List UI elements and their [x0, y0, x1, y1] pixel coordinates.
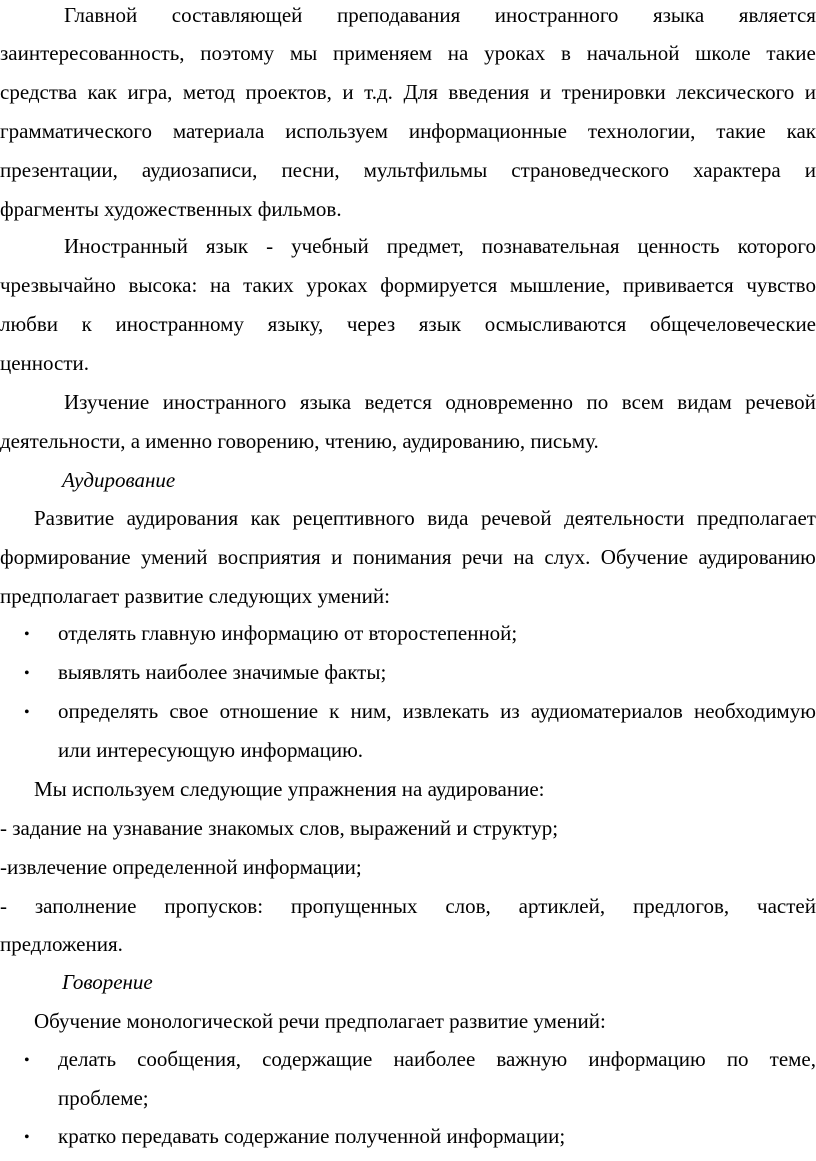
word: составляющей	[171, 3, 303, 27]
word: языка	[299, 390, 352, 414]
word: такие	[716, 119, 766, 143]
word: формирование	[0, 545, 131, 569]
word: видам	[677, 390, 732, 414]
word: делать	[58, 1047, 117, 1071]
word: технологии,	[587, 119, 696, 143]
word: -	[266, 234, 274, 258]
word: иностранному	[115, 312, 244, 336]
speaking-intro: Обучение монологической речи предполагает развитие умений:	[34, 1009, 606, 1033]
word: язык	[418, 312, 462, 336]
paragraph-2-line-4: ценности.	[0, 351, 90, 375]
word: к	[329, 699, 340, 723]
word: и	[331, 545, 343, 569]
paragraph-4-line-2	[0, 544, 816, 570]
word: ним,	[350, 699, 392, 723]
word: через	[346, 312, 396, 336]
word: осмысливаются	[484, 312, 627, 336]
word: понимания	[352, 545, 452, 569]
word: аудиозаписи,	[141, 158, 258, 182]
word: аудирования	[126, 506, 239, 530]
word: предлогов,	[632, 894, 730, 918]
word: общечеловеческие	[649, 312, 816, 336]
word: речи	[461, 545, 504, 569]
word: аудированию	[698, 545, 816, 569]
bullet-marker: •	[24, 1052, 30, 1069]
word: к	[81, 312, 92, 336]
paragraph-3-line-1	[64, 389, 816, 415]
word: начальной	[586, 41, 680, 65]
word: одновременно	[445, 390, 574, 414]
word: песни,	[281, 158, 340, 182]
word: умений	[140, 545, 208, 569]
word: иностранного	[494, 3, 619, 27]
paragraph-1-line-2	[0, 40, 816, 66]
word: уроках	[484, 41, 546, 65]
word: языка	[652, 3, 705, 27]
word: пропусков:	[164, 894, 264, 918]
word: т.д.	[364, 80, 393, 104]
word: важную	[496, 1047, 568, 1071]
word: заполнение	[34, 894, 137, 918]
word: средства	[0, 80, 78, 104]
paragraph-1-line-6: фрагменты художественных фильмов.	[0, 197, 342, 221]
word: характера	[693, 158, 781, 182]
exercise-3-line-2: предложения.	[0, 932, 123, 956]
word: иностранного	[162, 390, 287, 414]
bullet-marker: •	[24, 704, 30, 721]
word: отношение	[219, 699, 319, 723]
word: презентации,	[0, 158, 118, 182]
word: как	[87, 80, 117, 104]
word: проектов,	[245, 80, 332, 104]
word: Обучение	[600, 545, 689, 569]
word: Развитие	[34, 506, 115, 530]
word: -	[0, 894, 7, 918]
word: преподавания	[336, 3, 461, 27]
word: заинтересованность,	[0, 41, 185, 65]
word: познавательная	[481, 234, 620, 258]
word: на	[209, 273, 231, 297]
word: грамматического	[0, 119, 153, 143]
word: речевой	[745, 390, 816, 414]
listening-bullet-2: выявлять наиболее значимые факты;	[58, 660, 387, 684]
word: пропущенных	[290, 894, 418, 918]
word: предмет,	[386, 234, 464, 258]
exercise-3-line-1	[0, 893, 816, 919]
word: Изучение	[64, 390, 150, 414]
word: ценность	[637, 234, 720, 258]
word: слов,	[445, 894, 491, 918]
word: такие	[766, 41, 816, 65]
word: всем	[621, 390, 664, 414]
paragraph-4-line-3: предполагает развитие следующих умений:	[0, 584, 390, 608]
word: мышление,	[509, 273, 611, 297]
word: чувство	[746, 273, 816, 297]
listening-bullet-3-line-2: или интересующую информацию.	[58, 738, 364, 762]
word: из	[500, 699, 520, 723]
word: игра,	[127, 80, 173, 104]
word: чрезвычайно	[0, 273, 116, 297]
word: мультфильмы	[363, 158, 488, 182]
word: предполагает	[696, 506, 816, 530]
word: речевой	[480, 506, 552, 530]
listening-bullet-1: отделять главную информацию от второстепенной;	[58, 621, 518, 645]
speaking-bullet-1-line-1	[58, 1046, 816, 1072]
word: является	[738, 3, 816, 27]
word: Иностранный	[64, 234, 188, 258]
word: информацию	[588, 1047, 706, 1071]
word: высока:	[128, 273, 198, 297]
word: частей	[757, 894, 816, 918]
word: содержащие	[262, 1047, 373, 1071]
word: определять	[58, 699, 159, 723]
word: используем	[285, 119, 388, 143]
word: рецептивного	[292, 506, 415, 530]
word: аудиоматериалов	[530, 699, 683, 723]
word: как	[250, 506, 281, 530]
word: и	[804, 158, 816, 182]
paragraph-2-line-1	[64, 233, 816, 259]
word: прививается	[622, 273, 734, 297]
paragraph-1-line-1	[64, 2, 816, 28]
word: восприятия	[217, 545, 321, 569]
word: на	[513, 545, 534, 569]
paragraph-1-line-4	[0, 118, 816, 144]
word: языку,	[267, 312, 324, 336]
word: ведется	[364, 390, 432, 414]
heading-listening: Аудирование	[62, 468, 176, 492]
word: Для	[403, 80, 438, 104]
heading-speaking: Говорение	[62, 970, 153, 994]
word: свое	[169, 699, 209, 723]
paragraph-1-line-5	[0, 157, 816, 183]
word: метод	[182, 80, 236, 104]
word: по	[726, 1047, 749, 1071]
word: сообщения,	[137, 1047, 241, 1071]
word: учебный	[291, 234, 369, 258]
bullet-marker: •	[24, 1129, 30, 1146]
paragraph-2-line-2	[0, 272, 816, 298]
word: которого	[737, 234, 816, 258]
word: и	[804, 80, 816, 104]
word: слух.	[544, 545, 591, 569]
word: извлекать	[402, 699, 490, 723]
bullet-marker: •	[24, 626, 30, 643]
speaking-bullet-2: кратко передавать содержание полученной информации;	[58, 1124, 566, 1148]
word: язык	[205, 234, 249, 258]
word: введения	[448, 80, 530, 104]
word: любви	[0, 312, 59, 336]
word: на	[447, 41, 469, 65]
paragraph-3-line-2: деятельности, а именно говорению, чтению, аудированию, письму.	[0, 429, 599, 453]
exercise-2: -извлечение определенной информации;	[0, 855, 362, 879]
word: мы	[289, 41, 318, 65]
word: необходимую	[693, 699, 816, 723]
listening-bullet-3-line-1	[58, 698, 816, 724]
speaking-bullet-1-line-2: проблеме;	[58, 1086, 149, 1110]
word: уроках	[306, 273, 368, 297]
exercises-intro: Мы используем следующие упражнения на аудирование:	[34, 777, 545, 801]
word: наиболее	[393, 1047, 476, 1071]
word: информационные	[408, 119, 567, 143]
word: и	[342, 80, 354, 104]
word: как	[786, 119, 816, 143]
word: вида	[427, 506, 469, 530]
word: теме,	[769, 1047, 816, 1071]
word: страноведческого	[511, 158, 670, 182]
word: тренировки	[561, 80, 666, 104]
word: в	[561, 41, 571, 65]
word: деятельности	[564, 506, 685, 530]
paragraph-4-line-1	[34, 505, 816, 531]
bullet-marker: •	[24, 665, 30, 682]
word: таких	[243, 273, 294, 297]
exercise-1: - задание на узнавание знакомых слов, выражений и структур;	[0, 816, 559, 840]
word: артиклей,	[518, 894, 606, 918]
word: Главной	[64, 3, 138, 27]
word: школе	[695, 41, 751, 65]
word: применяем	[332, 41, 433, 65]
paragraph-2-line-3	[0, 311, 816, 337]
word: и	[539, 80, 552, 104]
word: лексического	[676, 80, 795, 104]
word: формируется	[380, 273, 498, 297]
word: поэтому	[200, 41, 275, 65]
word: по	[586, 390, 609, 414]
paragraph-1-line-3	[0, 79, 816, 105]
word: материала	[172, 119, 265, 143]
